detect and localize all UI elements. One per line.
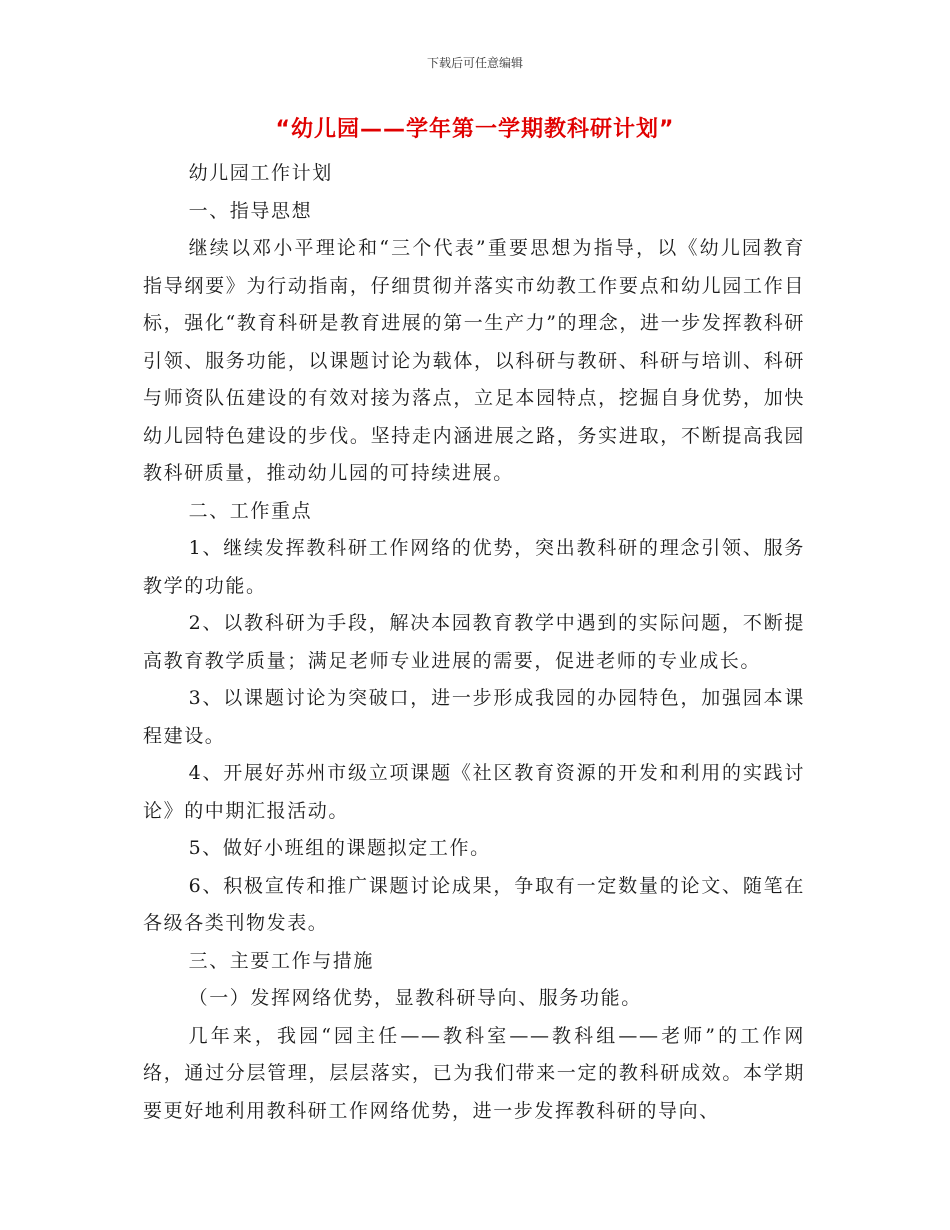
document-body xyxy=(143,155,805,1130)
list-item-focus-6: 6、积极宣传和推广课题讨论成果，争取有一定数量的论文、随笔在各级各类刊物发表。 xyxy=(143,874,805,934)
paragraph-plan-heading: 幼儿园工作计划 xyxy=(188,162,333,184)
paragraph-guiding-ideology: 继续以邓小平理论和“三个代表”重要思想为指导，以《幼儿园教育指导纲要》为行动指南，仔细贯彻并落实市幼教工作要点和幼儿园工作目标，强化“教育科研是教育进展的第一生产力”的理念，进一步发挥教科研引领、服务功能，以课题讨论为载体，以科研与教研、科研与培训、科研与师资队伍建设的有效对接为落点，立足本园特点，挖掘自身优势，加快幼儿园特色建设的步伐。坚持走内涵进展之路，务实进取，不断提高我园教科研质量，推动幼儿园的可持续进展。 xyxy=(143,237,805,484)
paragraph-network: 几年来，我园“园主任——教科室——教科组——老师”的工作网络，通过分层管理，层层落实，已为我们带来一定的教科研成效。本学期要更好地利用教科研工作网络优势，进一步发挥教科研的导向、 xyxy=(143,1024,805,1122)
section-heading-guiding-ideology: 一、指导思想 xyxy=(188,199,313,222)
list-item-focus-1: 1、继续发挥教科研工作网络的优势，突出教科研的理念引领、服务教学的功能。 xyxy=(143,537,805,597)
header-note: 下载后可任意编辑 xyxy=(426,56,523,70)
section-heading-main-work: 三、主要工作与措施 xyxy=(188,949,374,972)
subsection-heading-network: （一）发挥网络优势，显教科研导向、服务功能。 xyxy=(188,987,642,1009)
list-item-focus-2: 2、以教科研为手段，解决本园教育教学中遇到的实际问题，不断提高教育教学质量；满足老师专业进展的需要，促进老师的专业成长。 xyxy=(143,612,805,672)
list-item-focus-5: 5、做好小班组的课题拟定工作。 xyxy=(188,837,491,859)
list-item-focus-4: 4、开展好苏州市级立项课题《社区教育资源的开发和利用的实践讨论》的中期汇报活动。 xyxy=(143,762,805,822)
list-item-focus-3: 3、以课题讨论为突破口，进一步形成我园的办园特色，加强园本课程建设。 xyxy=(143,687,805,747)
document-title: “幼儿园——学年第一学期教科研计划” xyxy=(275,117,675,142)
section-heading-work-focus: 二、工作重点 xyxy=(188,499,313,522)
